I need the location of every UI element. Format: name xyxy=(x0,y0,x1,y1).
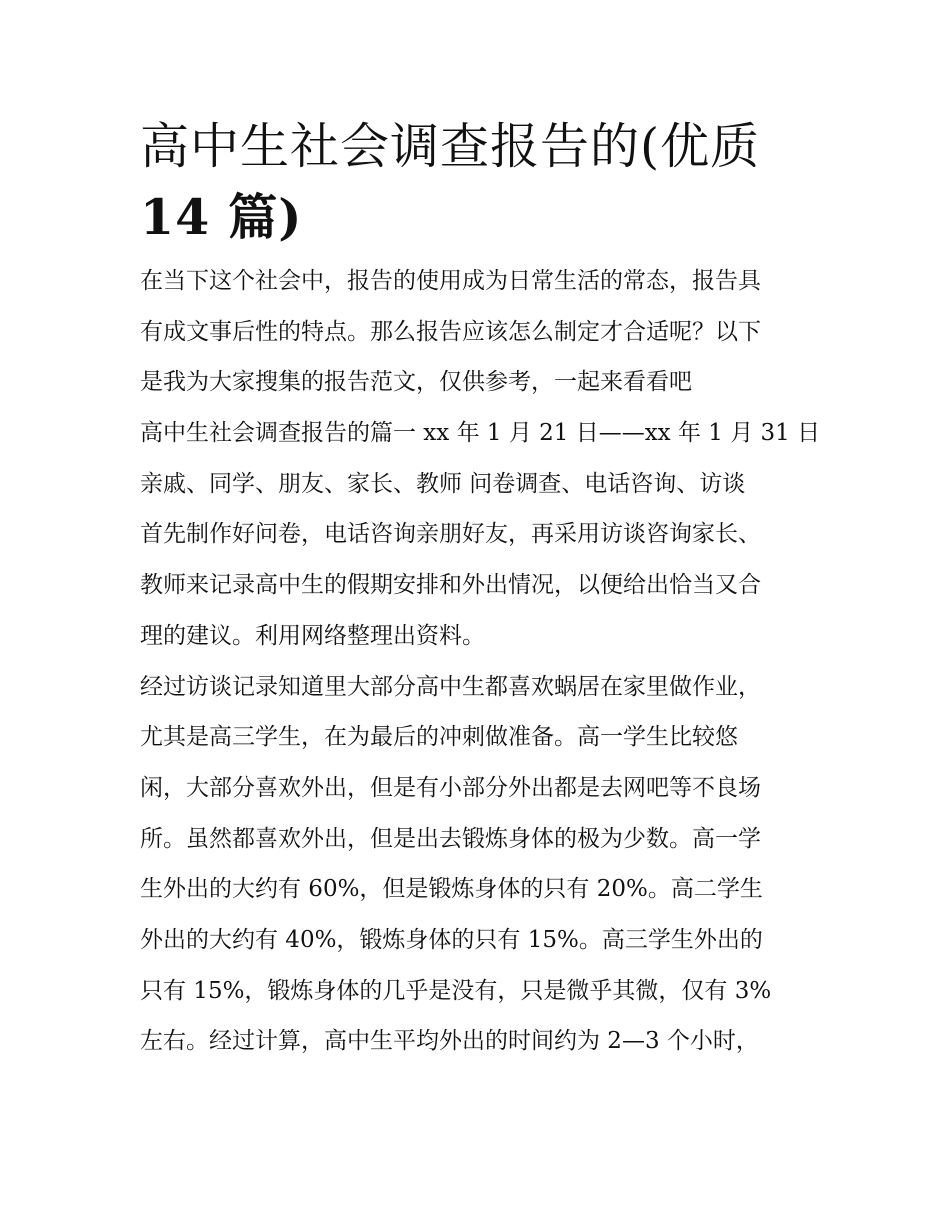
text-line: 亲戚、同学、朋友、家长、教师 问卷调查、电话咨询、访谈 xyxy=(140,470,746,497)
text-line: 外出的大约有 40%，锻炼身体的只有 15%。高三学生外出的 xyxy=(140,926,763,953)
text-line: 高中生社会调查报告的篇一 xx 年 1 月 21 日——xx 年 1 月 31 日 xyxy=(140,420,821,447)
text-line: 教师来记录高中生的假期安排和外出情况，以便给出恰当又合 xyxy=(140,572,761,599)
document-page xyxy=(140,112,820,1067)
text-line: 是我为大家搜集的报告范文，仅供参考，一起来看看吧 xyxy=(140,369,692,396)
text-line: 所。虽然都喜欢外出，但是出去锻炼身体的极为少数。高一学 xyxy=(140,825,761,852)
text-line: 有成文事后性的特点。那么报告应该怎么制定才合适呢？以下 xyxy=(140,318,761,345)
text-line: 生外出的大约有 60%，但是锻炼身体的只有 20%。高二学生 xyxy=(140,876,763,903)
document-body xyxy=(140,256,820,1067)
title-line: 高中生社会调查报告的(优质 xyxy=(140,118,761,175)
text-line: 首先制作好问卷，电话咨询亲朋好友，再采用访谈咨询家长、 xyxy=(140,521,761,548)
document-title xyxy=(140,112,820,252)
text-line: 经过访谈记录知道里大部分高中生都喜欢蜗居在家里做作业， xyxy=(140,673,761,700)
text-line: 只有 15%，锻炼身体的几乎是没有，只是微乎其微，仅有 3% xyxy=(140,977,772,1004)
text-line: 理的建议。利用网络整理出资料。 xyxy=(140,622,485,649)
text-line: 在当下这个社会中，报告的使用成为日常生活的常态，报告具 xyxy=(140,268,761,294)
text-line: 尤其是高三学生，在为最后的冲刺做准备。高一学生比较悠 xyxy=(140,724,738,751)
text-line: 左右。经过计算，高中生平均外出的时间约为 2—3 个小时， xyxy=(140,1028,759,1055)
text-line: 闲，大部分喜欢外出，但是有小部分外出都是去网吧等不良场 xyxy=(140,774,761,801)
title-line: 14 篇) xyxy=(140,188,303,246)
